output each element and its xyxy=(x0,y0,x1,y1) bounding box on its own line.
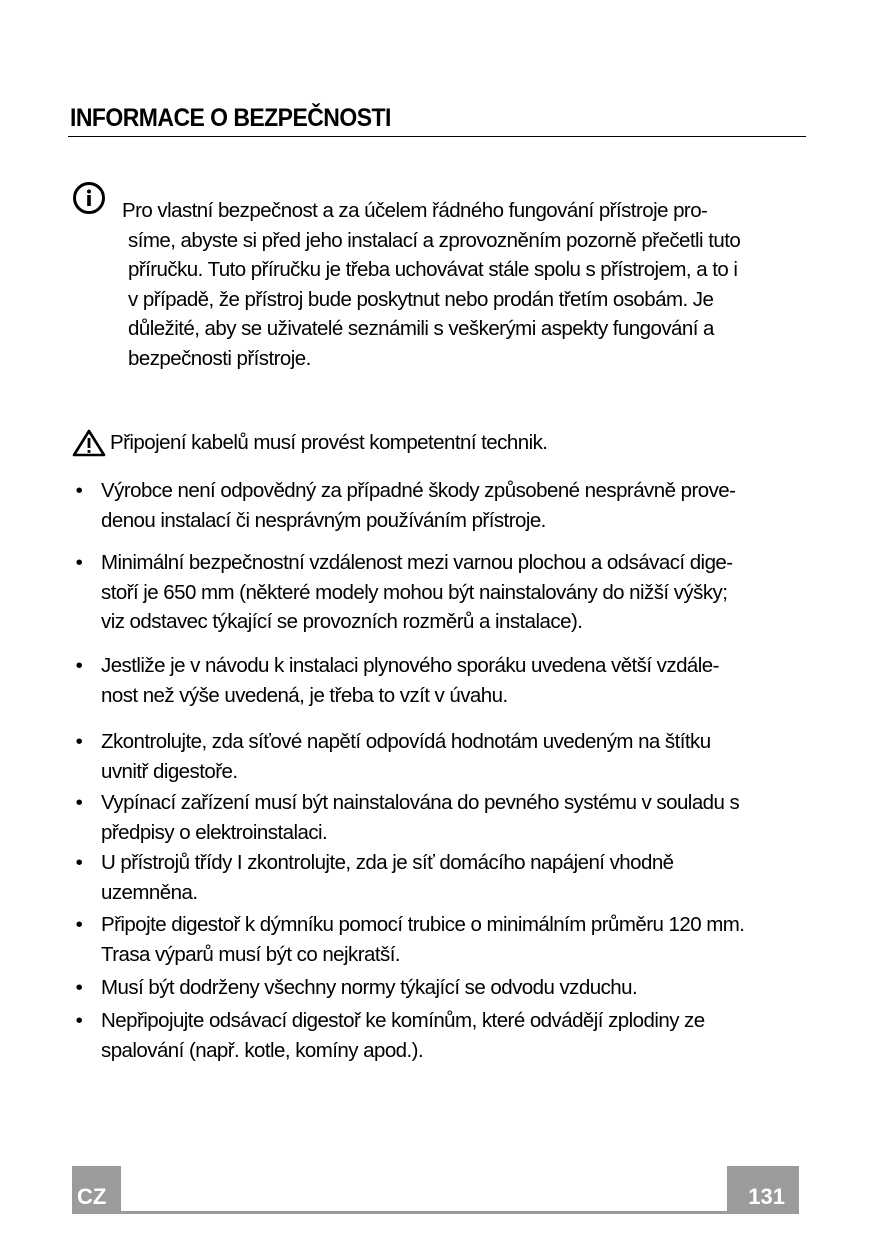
list-item-line: Výrobce není odpovědný za případné škody způsobené nesprávně prove- xyxy=(101,479,736,502)
warning-text: Připojení kabelů musí provést kompetentní technik. xyxy=(110,431,548,454)
list-item-line: Minimální bezpečnostní vzdálenost mezi varnou plochou a odsávací dige- xyxy=(101,551,733,574)
bullet-icon: • xyxy=(75,976,83,999)
title-divider xyxy=(68,136,806,137)
bullet-icon: • xyxy=(75,913,83,936)
intro-line: v případě, že přístroj bude poskytnut nebo prodán třetím osobám. Je xyxy=(128,287,714,311)
intro-line: důležité, aby se uživatelé seznámili s veškerými aspekty fungování a xyxy=(128,317,714,340)
language-tab xyxy=(72,1166,121,1214)
list-item-line: viz odstavec týkající se provozních rozměrů a instalace). xyxy=(101,610,583,633)
list-item-line: Zkontrolujte, zda síťové napětí odpovídá hodnotám uvedeným na štítku xyxy=(101,730,711,753)
list-item-line: Musí být dodrženy všechny normy týkající se odvodu vzduchu. xyxy=(101,976,638,999)
bullet-icon: • xyxy=(75,791,83,814)
intro-line: Pro vlastní bezpečnost a za účelem řádného fungování přístroje pro- xyxy=(122,199,708,222)
list-item-line: uvnitř digestoře. xyxy=(101,759,238,783)
bullet-icon: • xyxy=(75,851,83,874)
list-item-line: předpisy o elektroinstalaci. xyxy=(101,820,328,844)
intro-line: síme, abyste si před jeho instalací a zprovozněním pozorně přečetli tuto xyxy=(128,228,741,252)
list-item-line: Jestliže je v návodu k instalaci plynového sporáku uvedena větší vzdále- xyxy=(101,654,719,677)
list-item-line: Vypínací zařízení musí být nainstalována do pevného systému v souladu s xyxy=(101,791,740,814)
intro-line: příručku. Tuto příručku je třeba uchovávat stále spolu s přístrojem, a to i xyxy=(128,258,738,281)
list-item-line: denou instalací či nesprávným používáním přístroje. xyxy=(101,508,546,532)
list-item-line: uzemněna. xyxy=(101,880,198,904)
page-number: 131 xyxy=(748,1184,785,1209)
list-item-line: stoří je 650 mm (některé modely mohou být nainstalovány do nižší výšky; xyxy=(101,580,728,604)
intro-paragraph xyxy=(122,196,808,373)
bullet-icon: • xyxy=(75,654,83,677)
language-label: CZ xyxy=(77,1184,107,1209)
bullet-icon: • xyxy=(75,1009,83,1032)
warning-notice xyxy=(72,428,547,458)
info-icon xyxy=(72,181,106,215)
page-title: INFORMACE O BEZPEČNOSTI xyxy=(70,104,391,132)
footer-divider xyxy=(72,1211,799,1214)
list-item-line: spalování (např. kotle, komíny apod.). xyxy=(101,1038,424,1062)
bullet-icon: • xyxy=(75,551,83,574)
list-item-line: Nepřipojujte odsávací digestoř ke komínům, které odvádějí zplodiny ze xyxy=(101,1009,705,1032)
bullet-icon: • xyxy=(75,730,83,753)
list-item-line: Trasa výparů musí být co nejkratší. xyxy=(101,942,400,966)
list-item-line: Připojte digestoř k dýmníku pomocí trubice o minimálním průměru 120 mm. xyxy=(101,913,745,936)
page-number-tab xyxy=(727,1166,799,1214)
warning-triangle-icon xyxy=(72,429,106,457)
intro-line: bezpečnosti přístroje. xyxy=(128,346,311,370)
list-item-line: U přístrojů třídy I zkontrolujte, zda je síť domácího napájení vhodně xyxy=(101,851,674,874)
bullet-icon: • xyxy=(75,479,83,502)
list-item-line: nost než výše uvedená, je třeba to vzít v úvahu. xyxy=(101,683,508,707)
